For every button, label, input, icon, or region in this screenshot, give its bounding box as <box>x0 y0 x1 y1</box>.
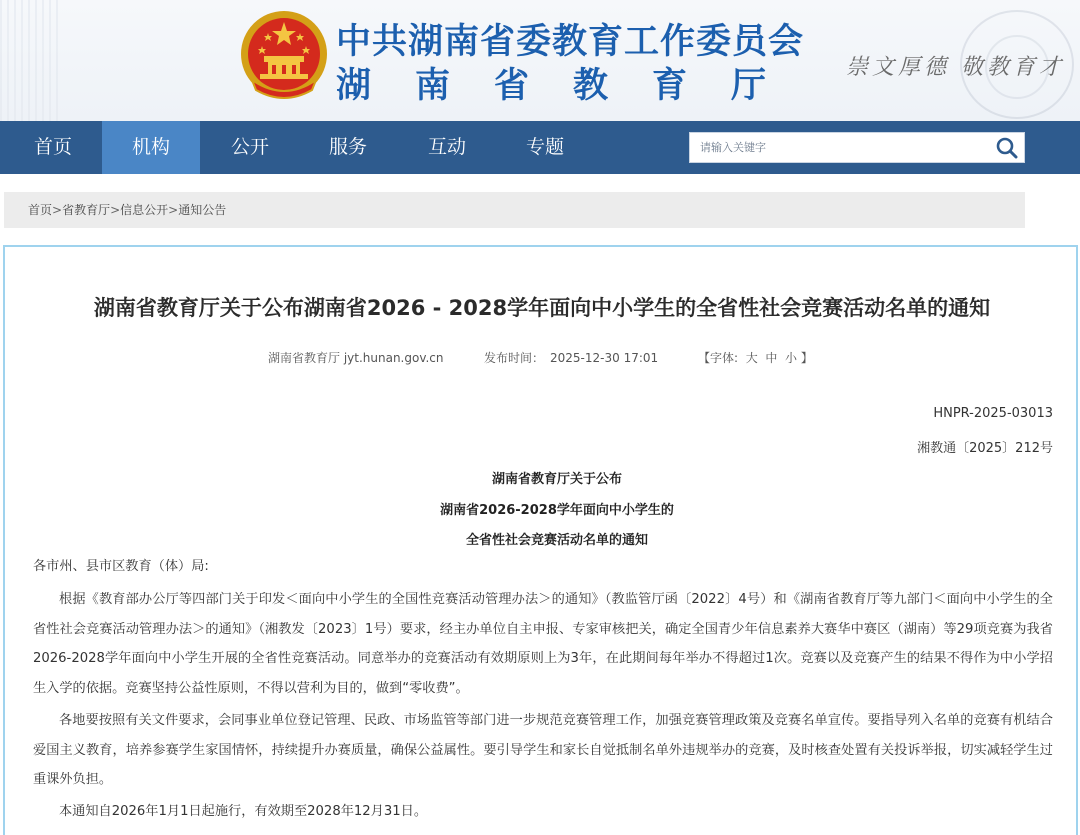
header-decoration <box>0 0 60 121</box>
body-paragraph: 根据《教育部办公厅等四部门关于印发＜面向中小学生的全国性竞赛活动管理办法＞的通知》（教监管厅函〔2022〕4号）和《湖南省教育厅等九部门＜面向中小学生的全省性社会竞赛活动管理办法＞的通知》（湘教发〔2023〕1号）要求，经主办单位自主申报、专家审核把关，确定全国青少年信息素养大赛华中赛区（湖南）等29项竞赛为我省2026-2028学年面向中小学生开展的全省性竞赛活动。同意举办的竞赛活动有效期原则上为3年，在此期间每年举办不得超过1次。竞赛以及竞赛产生的结果不得作为中小学招生入学的依据。竞赛坚持公益性原则，不得以营利为目的，做到“零收费”。 <box>33 592 1053 696</box>
heading-line: 湖南省教育厅关于公布 <box>491 472 622 487</box>
article-title: 湖南省教育厅关于公布湖南省2026 - 2028学年面向中小学生的全省性社会竞赛活动名单的通知 <box>93 296 991 320</box>
salutation: 各市州、县市区教育（体）局: <box>33 559 209 574</box>
font-size-label: 【字体: <box>698 351 739 365</box>
search-button[interactable] <box>990 133 1024 162</box>
breadcrumb-separator: > <box>52 203 63 217</box>
dept-title: 湖南省教育厅 <box>336 66 811 106</box>
breadcrumb-separator: > <box>110 203 121 217</box>
heading-line: 湖南省2026-2028学年面向中小学生的 <box>440 503 674 518</box>
publish-time: 2025-12-30 17:01 <box>550 351 659 365</box>
nav-item-home[interactable]: 首页 <box>33 136 72 158</box>
document-number: 湘教通〔2025〕212号 <box>917 441 1053 456</box>
publish-info <box>484 349 658 366</box>
article-source: 湖南省教育厅 jyt.hunan.gov.cn <box>268 351 444 365</box>
font-size-small-button[interactable]: 小 <box>785 351 798 365</box>
document-code: HNPR-2025-03013 <box>933 406 1053 421</box>
search-input[interactable] <box>690 133 986 162</box>
heading-line: 全省性社会竞赛活动名单的通知 <box>465 533 648 548</box>
search-box <box>689 132 1025 163</box>
font-size-close: 】 <box>800 351 813 365</box>
font-size-large-button[interactable]: 大 <box>745 351 758 365</box>
nav-item-public[interactable]: 公开 <box>230 136 269 158</box>
font-size-control <box>698 349 813 366</box>
nav-item-topics[interactable]: 专题 <box>525 136 564 158</box>
nav-item-service[interactable]: 服务 <box>328 136 367 158</box>
breadcrumb-notices[interactable]: 通知公告 <box>178 203 227 217</box>
body-paragraph: 各地要按照有关文件要求，会同事业单位登记管理、民政、市场监管等部门进一步规范竞赛管理工作，加强竞赛管理政策及竞赛名单宣传。要指导列入名单的竞赛有机结合爱国主义教育，培养参赛学生家国情怀，持续提升办赛质量，确保公益属性。要引导学生和家长自觉抵制名单外违规举办的竞赛，及时核查处置有关投诉举报，切实减轻学生过重课外负担。 <box>33 713 1053 787</box>
body-paragraph: 本通知自2026年1月1日起施行，有效期至2028年12月31日。 <box>59 804 428 819</box>
breadcrumb-separator: > <box>168 203 179 217</box>
breadcrumb-disclosure[interactable]: 信息公开 <box>120 203 169 217</box>
breadcrumb-department[interactable]: 省教育厅 <box>62 203 111 217</box>
national-emblem-icon <box>238 8 330 104</box>
org-title: 中共湖南省委教育工作委员会 <box>336 22 805 62</box>
nav-item-interaction[interactable]: 互动 <box>427 136 466 158</box>
breadcrumb-home[interactable]: 首页 <box>28 203 53 217</box>
publish-label: 发布时间： <box>484 351 545 365</box>
breadcrumb <box>4 192 1025 228</box>
nav-item-organization[interactable]: 机构 <box>102 121 200 174</box>
font-size-medium-button[interactable]: 中 <box>765 351 778 365</box>
header-slogan: 崇文厚德 敬教育才 <box>846 55 1065 80</box>
header-seal-decoration-inner <box>985 35 1049 99</box>
search-icon <box>990 133 1024 162</box>
site-header <box>0 0 1080 121</box>
